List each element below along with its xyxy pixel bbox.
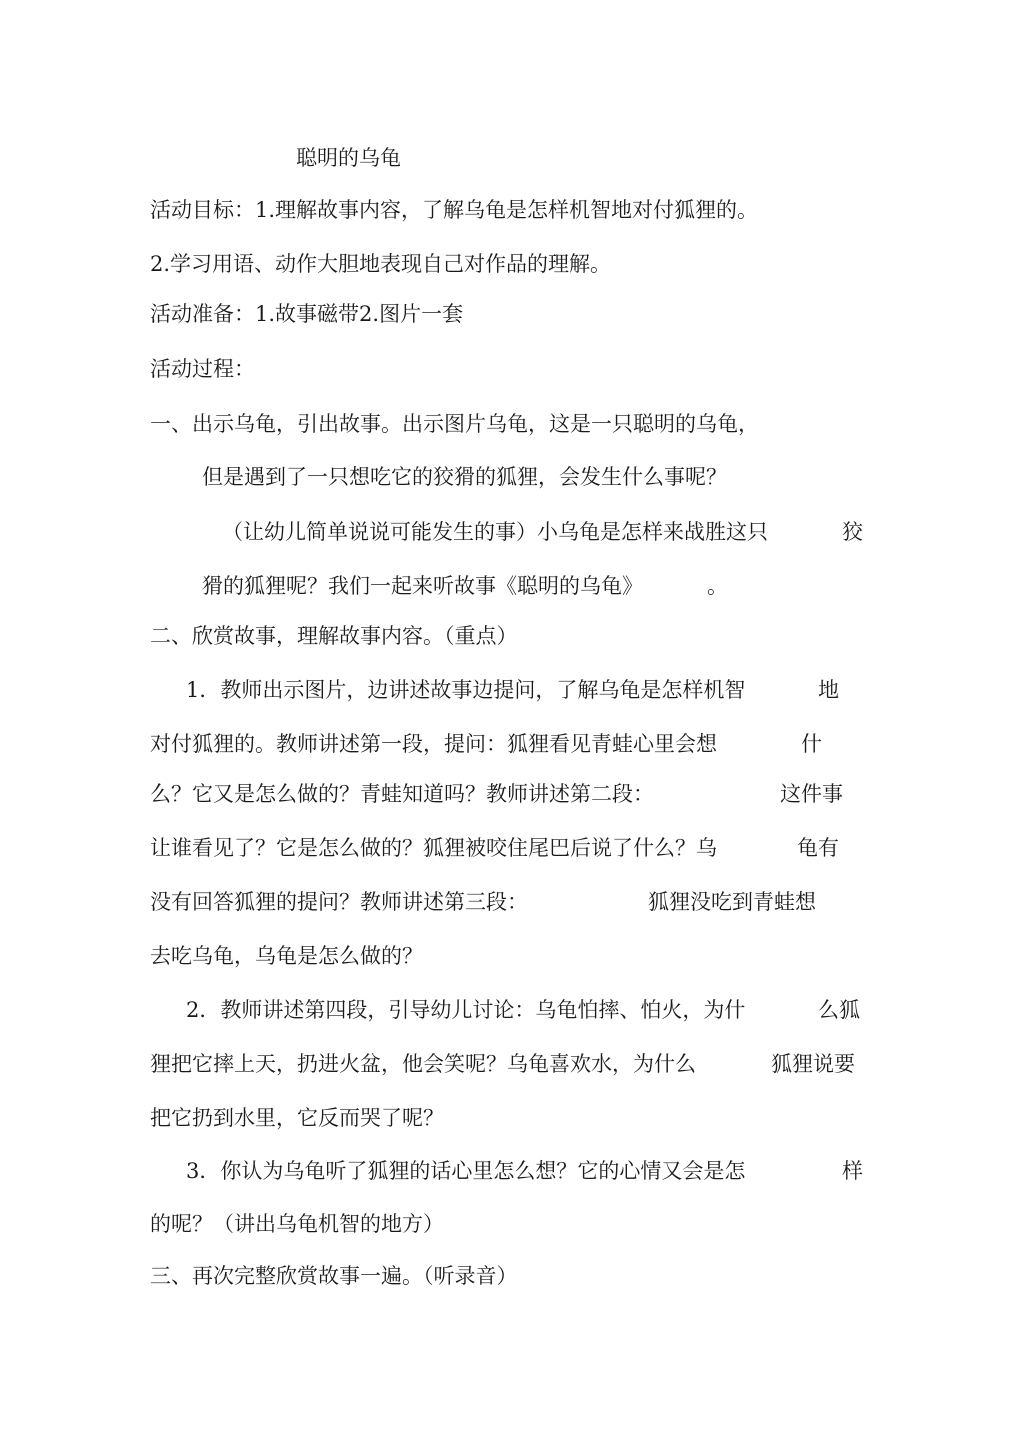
section-one-line-3-tail: 狡 bbox=[842, 520, 863, 544]
step-one-line-5-tail: 狐狸没吃到青蛙想 bbox=[648, 890, 816, 914]
step-one-line-2-tail: 什 bbox=[801, 732, 822, 756]
step-one-line-5: 没有回答狐狸的提问？教师讲述第三段： bbox=[150, 890, 528, 914]
section-one-line: 一、出示乌龟，引出故事。出示图片乌龟，这是一只聪明的乌龟， bbox=[150, 412, 759, 436]
step-one-line-4-tail: 龟有 bbox=[797, 836, 839, 860]
step-two-line: 2．教师讲述第四段，引导幼儿讨论：乌龟怕摔、怕火，为什 bbox=[186, 998, 746, 1022]
step-one-line-tail: 地 bbox=[818, 678, 839, 702]
step-two-line-2-tail: 狐狸说要 bbox=[771, 1052, 855, 1076]
section-three-heading: 三、再次完整欣赏故事一遍。（听录音） bbox=[150, 1264, 518, 1288]
step-three-line-2: 的呢？（讲出乌龟机智的地方） bbox=[150, 1212, 444, 1236]
step-two-line-3: 把它扔到水里，它反而哭了呢？ bbox=[150, 1106, 444, 1130]
step-one-line-2: 对付狐狸的。教师讲述第一段，提问：狐狸看见青蛙心里会想 bbox=[150, 732, 717, 756]
activity-goal-line-2: 2.学习用语、动作大胆地表现自己对作品的理解。 bbox=[150, 252, 612, 276]
step-three-line-tail: 样 bbox=[842, 1159, 863, 1183]
section-one-line-4: 猾的狐狸呢？我们一起来听故事《聪明的乌龟》 bbox=[202, 574, 643, 598]
section-one-line-2: 但是遇到了一只想吃它的狡猾的狐狸，会发生什么事呢？ bbox=[202, 465, 727, 489]
step-two-line-tail: 么狐 bbox=[818, 998, 860, 1022]
step-one-line-6: 去吃乌龟，乌龟是怎么做的？ bbox=[150, 944, 423, 968]
activity-process-heading: 活动过程： bbox=[150, 357, 255, 381]
step-two-line-2: 狸把它摔上天，扔进火盆，他会笑呢？乌龟喜欢水，为什么 bbox=[150, 1052, 696, 1076]
document-title: 聪明的乌龟 bbox=[296, 146, 401, 170]
section-two-heading: 二、欣赏故事，理解故事内容。（重点） bbox=[150, 624, 518, 648]
activity-preparation-line: 活动准备：1.故事磁带2.图片一套 bbox=[150, 302, 464, 326]
step-one-line: 1．教师出示图片，边讲述故事边提问，了解乌龟是怎样机智 bbox=[186, 678, 746, 702]
activity-goal-line: 活动目标：1.理解故事内容，了解乌龟是怎样机智地对付狐狸的。 bbox=[150, 198, 759, 222]
step-three-line: 3．你认为乌龟听了狐狸的话心里怎么想？它的心情又会是怎 bbox=[186, 1159, 746, 1183]
step-one-line-4: 让谁看见了？它是怎么做的？狐狸被咬住尾巴后说了什么？乌 bbox=[150, 836, 717, 860]
step-one-line-3: 么？它又是怎么做的？青蛙知道吗？教师讲述第二段： bbox=[150, 782, 654, 806]
step-one-line-3-tail: 这件事 bbox=[780, 782, 843, 806]
section-one-line-3: （让幼儿简单说说可能发生的事）小乌龟是怎样来战胜这只 bbox=[222, 520, 768, 544]
section-one-line-4-tail: 。 bbox=[707, 574, 728, 598]
